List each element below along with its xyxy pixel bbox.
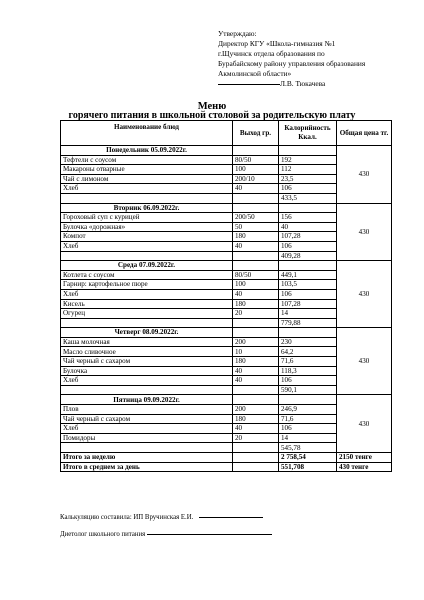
day-total-calories: 590,1 (279, 385, 337, 395)
day-price: 430 (337, 395, 392, 453)
dish-calories: 106 (279, 376, 337, 386)
day-title: Пятница 09.09.2022г. (61, 395, 233, 405)
empty-cell (233, 462, 279, 472)
dish-yield: 40 (233, 376, 279, 386)
empty-cell (233, 453, 279, 463)
dish-name: Гороховый суп с курицей (61, 213, 233, 223)
dish-calories: 112 (279, 165, 337, 175)
dish-yield: 200 (233, 405, 279, 415)
dish-name: Огурец (61, 309, 233, 319)
dish-calories: 107,28 (279, 299, 337, 309)
dish-calories: 156 (279, 213, 337, 223)
empty-cell (233, 146, 279, 156)
empty-cell (233, 318, 279, 328)
day-price: 430 (337, 146, 392, 204)
dish-name: Чай с лимоном (61, 174, 233, 184)
dish-calories: 103,5 (279, 280, 337, 290)
dish-name: Булочка «дорожная» (61, 222, 233, 232)
dish-name: Хлеб (61, 376, 233, 386)
dish-name: Кисель (61, 299, 233, 309)
dish-name: Чай черный с сахаром (61, 357, 233, 367)
day-header-row (61, 395, 392, 405)
empty-cell (61, 193, 233, 203)
dish-calories: 107,28 (279, 232, 337, 242)
empty-cell (279, 203, 337, 213)
dish-yield: 180 (233, 357, 279, 367)
dish-name: Хлеб (61, 241, 233, 251)
empty-cell (61, 251, 233, 261)
dish-yield: 200 (233, 337, 279, 347)
dish-calories: 118,3 (279, 366, 337, 376)
empty-cell (279, 328, 337, 338)
approval-signature-row (218, 79, 418, 89)
approval-line: Утверждаю: (218, 29, 257, 38)
empty-cell (233, 328, 279, 338)
empty-cell (233, 251, 279, 261)
total-label: Итого в среднем за день (61, 462, 233, 472)
dish-yield: 40 (233, 184, 279, 194)
dish-calories: 14 (279, 309, 337, 319)
dish-name: Тефтели с соусом (61, 155, 233, 165)
empty-cell (279, 261, 337, 271)
dish-calories: 71,6 (279, 357, 337, 367)
dish-name: Каша молочная (61, 337, 233, 347)
menu-table-body (61, 146, 392, 472)
day-title: Понедельник 05.09.2022г. (61, 146, 233, 156)
dish-calories: 192 (279, 155, 337, 165)
empty-cell (233, 203, 279, 213)
director-name: Л.В. Тюкачева (280, 78, 326, 88)
dish-calories: 106 (279, 424, 337, 434)
dish-yield: 180 (233, 414, 279, 424)
dish-calories: 106 (279, 184, 337, 194)
dish-yield: 180 (233, 232, 279, 242)
dish-name: Хлеб (61, 184, 233, 194)
dish-name: Плов (61, 405, 233, 415)
dish-name: Макароны отварные (61, 165, 233, 175)
dish-name: Булочка (61, 366, 233, 376)
dish-yield: 40 (233, 289, 279, 299)
total-calories: 2 758,54 (279, 453, 337, 463)
table-header-row (61, 121, 392, 146)
dietolog-label: Диетолог школьного питания (60, 531, 146, 538)
empty-cell (61, 318, 233, 328)
dish-yield: 200/10 (233, 174, 279, 184)
dish-calories: 246,9 (279, 405, 337, 415)
page-subtitle: горячего питания в школьной столовой за родительскую плату (68, 110, 356, 121)
day-price: 430 (337, 328, 392, 395)
day-header-row (61, 261, 392, 271)
header-dish: Наименование блюд (61, 121, 233, 146)
dish-calories: 14 (279, 433, 337, 443)
average-total-row (61, 462, 392, 472)
dish-name: Котлета с соусом (61, 270, 233, 280)
day-total-calories: 409,28 (279, 251, 337, 261)
dish-yield: 20 (233, 309, 279, 319)
approval-line: Директор КГУ «Школа-гимназия №1 (218, 38, 336, 48)
empty-cell (233, 443, 279, 453)
dish-yield: 40 (233, 241, 279, 251)
dish-yield: 180 (233, 299, 279, 309)
dish-calories: 64,2 (279, 347, 337, 357)
total-calories: 551,708 (279, 462, 337, 472)
dish-yield: 80/50 (233, 270, 279, 280)
day-title: Четверг 08.09.2022г. (61, 328, 233, 338)
total-price: 2150 тенге (337, 453, 392, 463)
dish-yield: 10 (233, 347, 279, 357)
day-price: 430 (337, 261, 392, 328)
dish-name: Хлеб (61, 289, 233, 299)
dish-calories: 71,6 (279, 414, 337, 424)
dish-calories: 449,1 (279, 270, 337, 280)
dish-yield: 40 (233, 366, 279, 376)
dish-calories: 106 (279, 289, 337, 299)
dietolog-signature (60, 531, 272, 538)
dish-yield: 100 (233, 165, 279, 175)
empty-cell (61, 385, 233, 395)
calc-signature (60, 514, 263, 521)
calc-signature-line (199, 517, 263, 518)
total-price: 430 тенге (337, 462, 392, 472)
empty-cell (233, 395, 279, 405)
total-label: Итого за неделю (61, 453, 233, 463)
week-total-row (61, 453, 392, 463)
header-price: Общая цена тг. (337, 121, 392, 146)
empty-cell (233, 193, 279, 203)
dish-name: Помидоры (61, 433, 233, 443)
approval-line: г.Щучинск отдела образования по (218, 48, 325, 58)
day-total-calories: 779,88 (279, 318, 337, 328)
day-total-calories: 545,78 (279, 443, 337, 453)
approval-block (218, 29, 418, 88)
dish-calories: 23,5 (279, 174, 337, 184)
day-header-row (61, 146, 392, 156)
calc-label: Калькуляцию составила: ИП Вручинская Е.И. (60, 514, 194, 521)
dish-name: Масло сливочное (61, 347, 233, 357)
day-title: Вторник 06.09.2022г. (61, 203, 233, 213)
dish-yield: 200/50 (233, 213, 279, 223)
dish-yield: 50 (233, 222, 279, 232)
day-total-calories: 433,5 (279, 193, 337, 203)
day-header-row (61, 328, 392, 338)
empty-cell (233, 261, 279, 271)
menu-table (60, 120, 392, 472)
header-yield: Выход гр. (233, 121, 279, 146)
dish-yield: 20 (233, 433, 279, 443)
dish-name: Чай черный с сахаром (61, 414, 233, 424)
empty-cell (61, 443, 233, 453)
dish-calories: 106 (279, 241, 337, 251)
day-header-row (61, 203, 392, 213)
approval-line: Акмолинской области» (218, 68, 292, 78)
day-title: Среда 07.09.2022г. (61, 261, 233, 271)
dish-yield: 100 (233, 280, 279, 290)
signature-line (218, 84, 280, 85)
dish-yield: 40 (233, 424, 279, 434)
page-title: Меню (197, 101, 227, 112)
dietolog-signature-line (147, 534, 272, 535)
empty-cell (279, 395, 337, 405)
dish-name: Компот (61, 232, 233, 242)
approval-line: Бурабайскому району управления образования (218, 58, 366, 68)
day-price: 430 (337, 203, 392, 261)
dish-calories: 230 (279, 337, 337, 347)
dish-calories: 40 (279, 222, 337, 232)
dish-name: Гарнир: картофельное пюре (61, 280, 233, 290)
empty-cell (233, 385, 279, 395)
dish-yield: 80/50 (233, 155, 279, 165)
dish-name: Хлеб (61, 424, 233, 434)
empty-cell (279, 146, 337, 156)
header-calories: Калорийность Ккал. (279, 121, 337, 146)
